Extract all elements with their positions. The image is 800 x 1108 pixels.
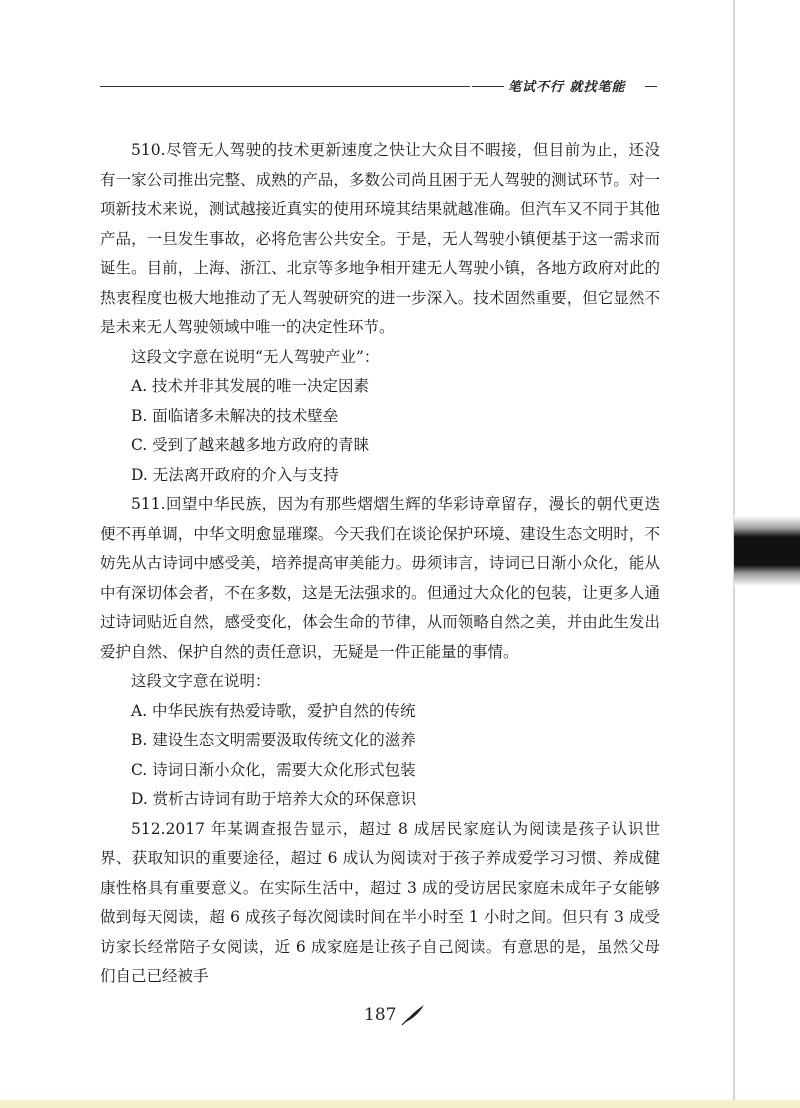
page-number: 187 [364, 1005, 397, 1025]
question-number: 511. [131, 495, 166, 513]
quill-pen-icon [400, 1003, 426, 1027]
option-a: A. 技术并非其发展的唯一决定因素 [131, 377, 370, 395]
header-rule-dash [472, 86, 504, 87]
passage-text: 尽管无人驾驶的技术更新速度之快让大众目不暇接，但目前为止，还没有一家公司推出完整、成熟的产品，多数公司尚且困于无人驾驶的测试环节。对一项新技术来说，测试越接近真实的使用环境其结果就越准确。但汽车又不同于其他产品，一旦发生事故，必将危害公共安全。于是，无人驾驶小镇便基于这一需求而诞生。目前，上海、浙江、北京等多地争相开建无人驾驶小镇，各地方政府对此的热衷程度也极大地推动了无人驾驶研究的进一步深入。技术固然重要，但它显然不是未来无人驾驶领域中唯一的决定性环节。 [100, 141, 660, 336]
question-511-passage [100, 490, 660, 667]
passage-text: 2017 年某调查报告显示，超过 8 成居民家庭认为阅读是孩子认识世界、获取知识的重要途径，超过 6 成认为阅读对于孩子养成爱学习习惯、养成健康性格具有重要意义。在实际生活中，超过 3 成的受访居民家庭未成年子女能够做到每天阅读，超 6 成孩子每次阅读时间在半小时至 1 小时之间。但只有 3 成受访家长经常陪子女阅读，近 6 成家庭是让孩子自己阅读。有意思的是，虽然父母们自己已经被手 [100, 819, 660, 985]
question-511-stem: 这段文字意在说明： [131, 672, 271, 690]
option-a: A. 中华民族有热爱诗歌，爱护自然的传统 [131, 701, 416, 720]
question-number: 510. [131, 141, 166, 159]
option-c: C. 诗词日渐小众化，需要大众化形式包装 [131, 760, 416, 779]
question-510-passage [100, 136, 660, 343]
page-footer [364, 1003, 426, 1027]
question-number: 512. [131, 819, 166, 838]
option-d: D. 无法离开政府的介入与支持 [131, 465, 339, 484]
header-rule [100, 86, 470, 87]
header-slogan: 笔试不行 就找笔能 [508, 80, 626, 95]
page-content [100, 136, 660, 992]
thumb-index-tab [734, 516, 800, 586]
question-510-stem: 这段文字意在说明“无人驾驶产业”： [131, 347, 380, 366]
option-c: C. 受到了越来越多地方政府的青睐 [131, 436, 370, 454]
option-d: D. 赏析古诗词有助于培养大众的环保意识 [131, 790, 417, 808]
scan-edge [0, 1100, 800, 1108]
question-512-passage [100, 815, 660, 992]
header-rule-end [645, 86, 657, 87]
option-b: B. 建设生态文明需要汲取传统文化的滋养 [131, 731, 416, 749]
option-b: B. 面临诸多未解决的技术壁垒 [131, 406, 339, 425]
passage-text: 回望中华民族，因为有那些熠熠生辉的华彩诗章留存，漫长的朝代更迭便不再单调，中华文明愈显璀璨。今天我们在谈论保护环境、建设生态文明时，不妨先从古诗词中感受美，培养提高审美能力。毋须讳言，诗词已日渐小众化，能从中有深切体会者，不在多数，这是无法强求的。但通过大众化的包装，让更多人通过诗词贴近自然，感受变化，体会生命的节律，从而领略自然之美，并由此生发出爱护自然、保护自然的责任意识，无疑是一件正能量的事情。 [100, 495, 660, 661]
